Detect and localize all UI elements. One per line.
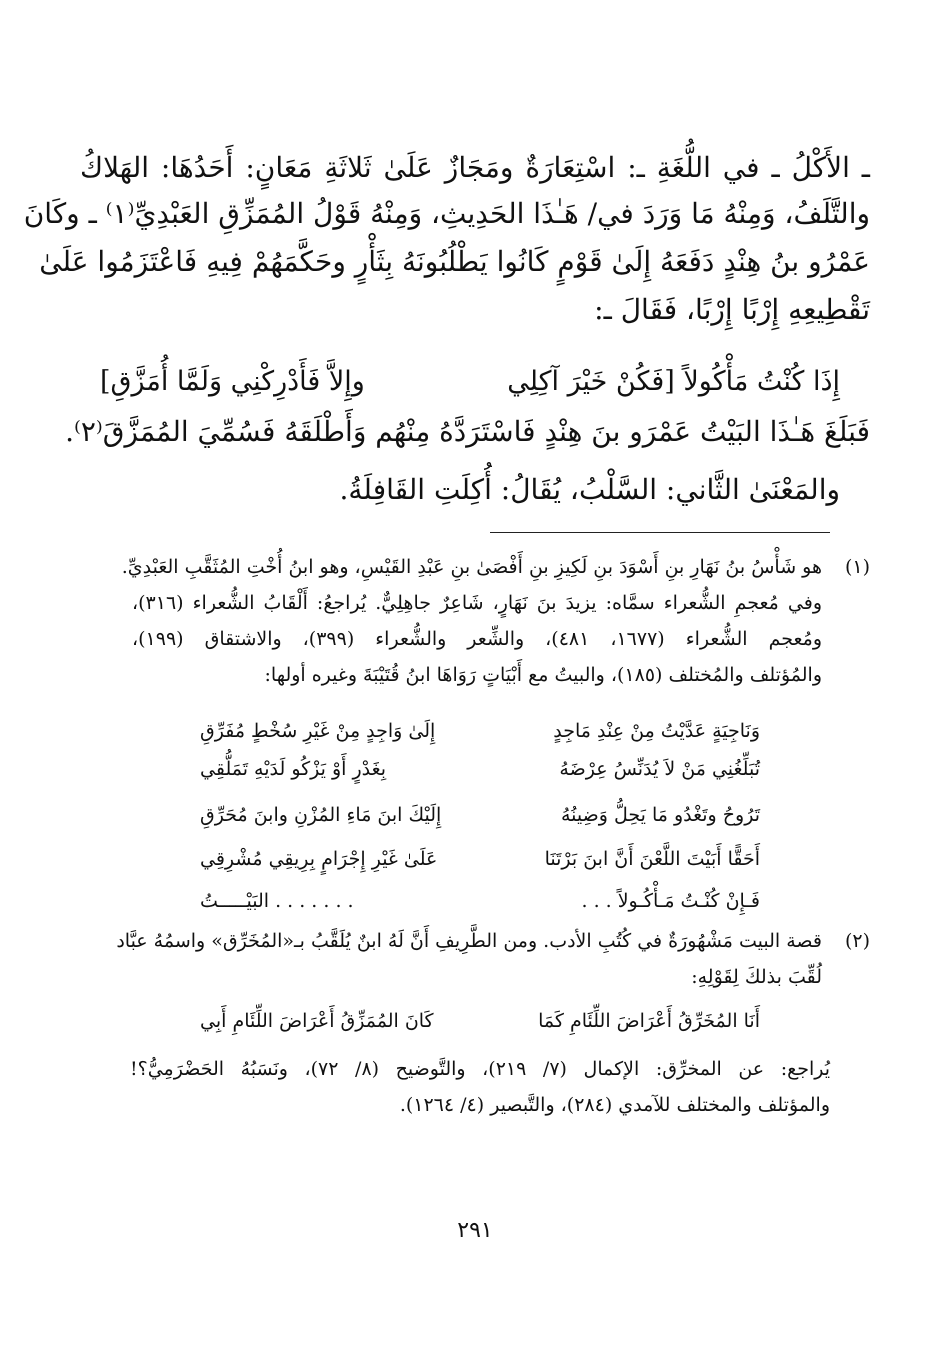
footnote-line: والمُؤتلف والمُختلف (١٨٥)، والبيتُ مع أَبْيَاتٍ رَوَاهَا ابنُ قُتَيْبَةَ وغيره أولها: [264, 664, 822, 686]
footnote-number: (١) [844, 556, 870, 578]
footnote-line: وفي مُعجمِ الشُّعراء سمَّاه: يزيدَ بنَ نَهَارٍ، شَاعِرٌ جاهِلِيٌّ. يُراجعُ: أَلْقَابُ الشُّعراء (٣١٦)، [132, 592, 822, 614]
verse-first-hemistich: وَنَاجِيَةٍ عَدَّيْتُ مِنْ عِنْدِ مَاجِدٍ [553, 720, 760, 742]
footnote-verse [200, 754, 760, 784]
footnote-verse [200, 1006, 760, 1036]
main-text-line: ـ الأَكْلُ ـ في اللُّغَةِ ـ: اسْتِعَارَةٌ ومَجَازٌ عَلَىٰ ثَلاثَةِ مَعَانٍ: أَحَدُهَا: الهَلاكُ [80, 151, 870, 184]
footnote-line: ومُعجم الشُّعراء (١٦٧٧، ٤٨١)، والشِّعر والشُّعراء (٣٩٩)، والاشتقاق (١٩٩)، [132, 628, 823, 650]
main-text-line: تَقْطِيعِهِ إِرْبًا إِرْبًا، فَقَالَ ـ: [594, 293, 870, 326]
verse-first-hemistich: أَنَا المُخَرِّقُ أَعْرَاضَ اللِّئَامِ كَمَا [538, 1010, 760, 1032]
page-number: ٢٩١ [457, 1218, 493, 1243]
verse-second-hemistich: بِغَدْرٍ أَوْ يَزْكُو لَدَيْهِ تَمَلُّقِي [200, 758, 387, 780]
verse-second-hemistich: وإِلاَّ فَأَدْرِكْنِي وَلَمَّا أُمَزَّقِ] [100, 366, 365, 397]
footnote-line: قصة البيت مَشْهُورَةٌ في كُتُبِ الأدب. ومن الطَّرِيفِ أَنَّ لَهُ ابنٌ يُلَقَّبُ بـ«المُخَرِّق» واسمُهُ عبَّاد [116, 930, 822, 952]
verse-first-hemistich: تُبَلِّغُنِي مَنْ لاَ يُدَنِّسُ عِرْضَهُ [559, 758, 760, 780]
footnote-verse [200, 800, 760, 830]
footnote-separator [490, 532, 830, 533]
main-text-line: عَمْرُو بنُ هِنْدٍ دَفَعَهُ إِلَىٰ قَوْمٍ كَانُوا يَطْلُبُونَهُ بِثَأْرٍ وحَكَّمَهُمْ فِيهِ فَاعْتَزَمُوا عَلَىٰ [39, 245, 870, 278]
footnote-verse [200, 886, 760, 916]
footnote-verse [200, 844, 760, 874]
footnote-line: والمؤتلف والمختلف للآمدي (٢٨٤)، والتَّبصير (٤/ ١٢٦٤). [399, 1094, 830, 1116]
footnote-number: (٢) [844, 930, 870, 952]
main-text-line: والتَّلَفُ، وَمِنْهُ مَا وَرَدَ في/ هَـٰذَا الحَدِيثِ، وَمِنْهُ قَوْلُ المُمَزِّقِ العَبْدِيِّ⁽١⁾ ـ وكَانَ [23, 197, 870, 230]
footnote-verse [200, 716, 760, 746]
main-text-line: فَبَلَغَ هَـٰذَا البَيْتُ عَمْرَو بنَ هِنْدٍ فَاسْتَرَدَّهُ مِنْهُم وَأَطْلَقَهُ فَسُمِّيَ المُمَزَّقَ⁽٢⁾. [65, 415, 870, 448]
verse-second-hemistich: إِلَيْكَ ابنَ مَاءِ المُزْنِ وابنَ مُحَرِّقِ [200, 804, 442, 826]
verse-first-hemistich: إِذَا كُنْتُ مَأْكُولاً [فَكُنْ خَيْرَ آكِلِي [507, 366, 840, 397]
poem-verse [100, 360, 840, 404]
verse-second-hemistich: . . . . . . . البَيْـــــتُ [200, 890, 354, 912]
footnote-line: لُقِّبَ بذلكَ لِقَوْلِهِ: [691, 966, 822, 988]
verse-first-hemistich: فَـإِنْ كُنْـتُ مَـأْكُـولاً . . . [581, 890, 760, 912]
main-text-line: والمَعْنَىٰ الثَّاني: السَّلْبُ، يُقَالُ: أُكِلَتِ القَافِلَةُ. [339, 473, 840, 506]
verse-second-hemistich: عَلَىٰ غَيْرِ إِجْرَامٍ بِرِيقِي مُشْرِقِي [200, 848, 438, 870]
footnote-line: هو شَأْسُ بنُ نَهَارِ بنِ أَسْوَدَ بنِ لَكِيزِ بنِ أَفْصَىٰ بنِ عَبْدِ القَيْسِ، وهو ابنُ أُخْتِ المُثَقَّبِ العَبْدِيِّ. [121, 556, 822, 578]
verse-first-hemistich: أَحَقًّا أَبَيْتَ اللَّعْنَ أَنَّ ابنَ بَرْتَنَا [544, 848, 760, 870]
verse-second-hemistich: إِلَىٰ وَاجِدٍ مِنْ غَيْرِ سُخْطٍ مُفَرِّقِ [200, 720, 436, 742]
verse-second-hemistich: كَانَ المُمَزِّقُ أَعْرَاضَ اللِّئَامِ أَبِي [200, 1010, 434, 1032]
footnote-line: يُراجع: عن المخرِّق: الإكمال (٧/ ٢١٩)، والتَّوضيح (٨/ ٧٢)، ونَسَبُهُ الحَضْرَمِيُّ؟! [130, 1058, 831, 1080]
verse-first-hemistich: تَرُوحُ وتَغْدُو مَا يَحِلُّ وَضِينُهُ [560, 804, 760, 826]
